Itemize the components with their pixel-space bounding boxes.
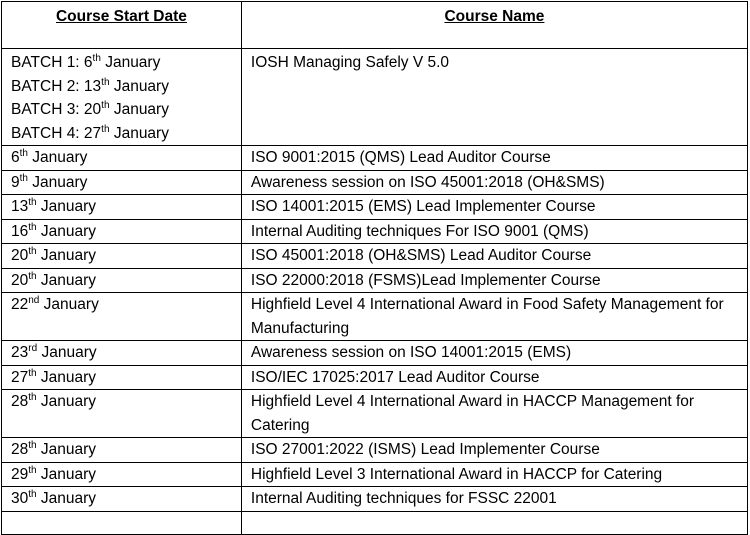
table-row	[2, 462, 748, 487]
table-row	[2, 341, 748, 366]
table-row	[2, 244, 748, 269]
table-row	[2, 219, 748, 244]
course-name-cell: Internal Auditing techniques for FSSC 22001	[241, 487, 747, 512]
batch-date: BATCH 1: 6th January	[11, 53, 161, 71]
course-name-cell: Awareness session on ISO 14001:2015 (EMS)	[241, 341, 747, 366]
course-schedule-table	[1, 1, 748, 535]
start-date-cell: 23rd January	[2, 341, 242, 366]
table-row	[2, 268, 748, 293]
header-course-name: Course Name	[241, 2, 747, 49]
start-date-cell: 20th January	[2, 244, 242, 269]
course-name-cell: ISO 22000:2018 (FSMS)Lead Implementer Course	[241, 268, 747, 293]
batch-date: BATCH 4: 27th January	[11, 123, 169, 142]
course-name-cell: IOSH Managing Safely V 5.0	[241, 49, 747, 146]
header-row	[2, 2, 748, 49]
start-date-cell: 28th January	[2, 390, 242, 438]
batch-dates-cell	[2, 49, 242, 146]
start-date-cell: 27th January	[2, 365, 242, 390]
table-row	[2, 293, 748, 341]
start-date-cell: 22nd January	[2, 293, 242, 341]
table-row	[2, 170, 748, 195]
empty-cell	[2, 511, 242, 534]
table-row	[2, 195, 748, 220]
course-name-cell: ISO 9001:2015 (QMS) Lead Auditor Course	[241, 146, 747, 171]
course-name-cell: ISO 45001:2018 (OH&SMS) Lead Auditor Course	[241, 244, 747, 269]
course-name-cell: ISO 27001:2022 (ISMS) Lead Implementer Course	[241, 438, 747, 463]
empty-row	[2, 511, 748, 534]
start-date-cell: 16th January	[2, 219, 242, 244]
batch-date: BATCH 3: 20th January	[11, 100, 169, 118]
course-name-cell: ISO/IEC 17025:2017 Lead Auditor Course	[241, 365, 747, 390]
header-course-start-date: Course Start Date	[2, 2, 242, 49]
start-date-cell: 20th January	[2, 268, 242, 293]
start-date-cell: 9th January	[2, 170, 242, 195]
start-date-cell: 28th January	[2, 438, 242, 463]
start-date-cell: 30th January	[2, 487, 242, 512]
table-row	[2, 390, 748, 438]
empty-cell	[241, 511, 747, 534]
start-date-cell: 29th January	[2, 462, 242, 487]
batch-row	[2, 49, 748, 146]
course-name-cell: ISO 14001:2015 (EMS) Lead Implementer Course	[241, 195, 747, 220]
table-row	[2, 365, 748, 390]
table-row	[2, 438, 748, 463]
course-name-cell: Internal Auditing techniques For ISO 9001 (QMS)	[241, 219, 747, 244]
course-name-cell: Awareness session on ISO 45001:2018 (OH&SMS)	[241, 170, 747, 195]
start-date-cell: 13th January	[2, 195, 242, 220]
batch-date: BATCH 2: 13th January	[11, 76, 169, 95]
start-date-cell: 6th January	[2, 146, 242, 171]
course-name-cell: Highfield Level 4 International Award in Food Safety Management for Manufacturing	[241, 293, 747, 341]
table-row	[2, 146, 748, 171]
course-name-cell: Highfield Level 4 International Award in HACCP Management for Catering	[241, 390, 747, 438]
course-name-cell: Highfield Level 3 International Award in HACCP for Catering	[241, 462, 747, 487]
table-row	[2, 487, 748, 512]
